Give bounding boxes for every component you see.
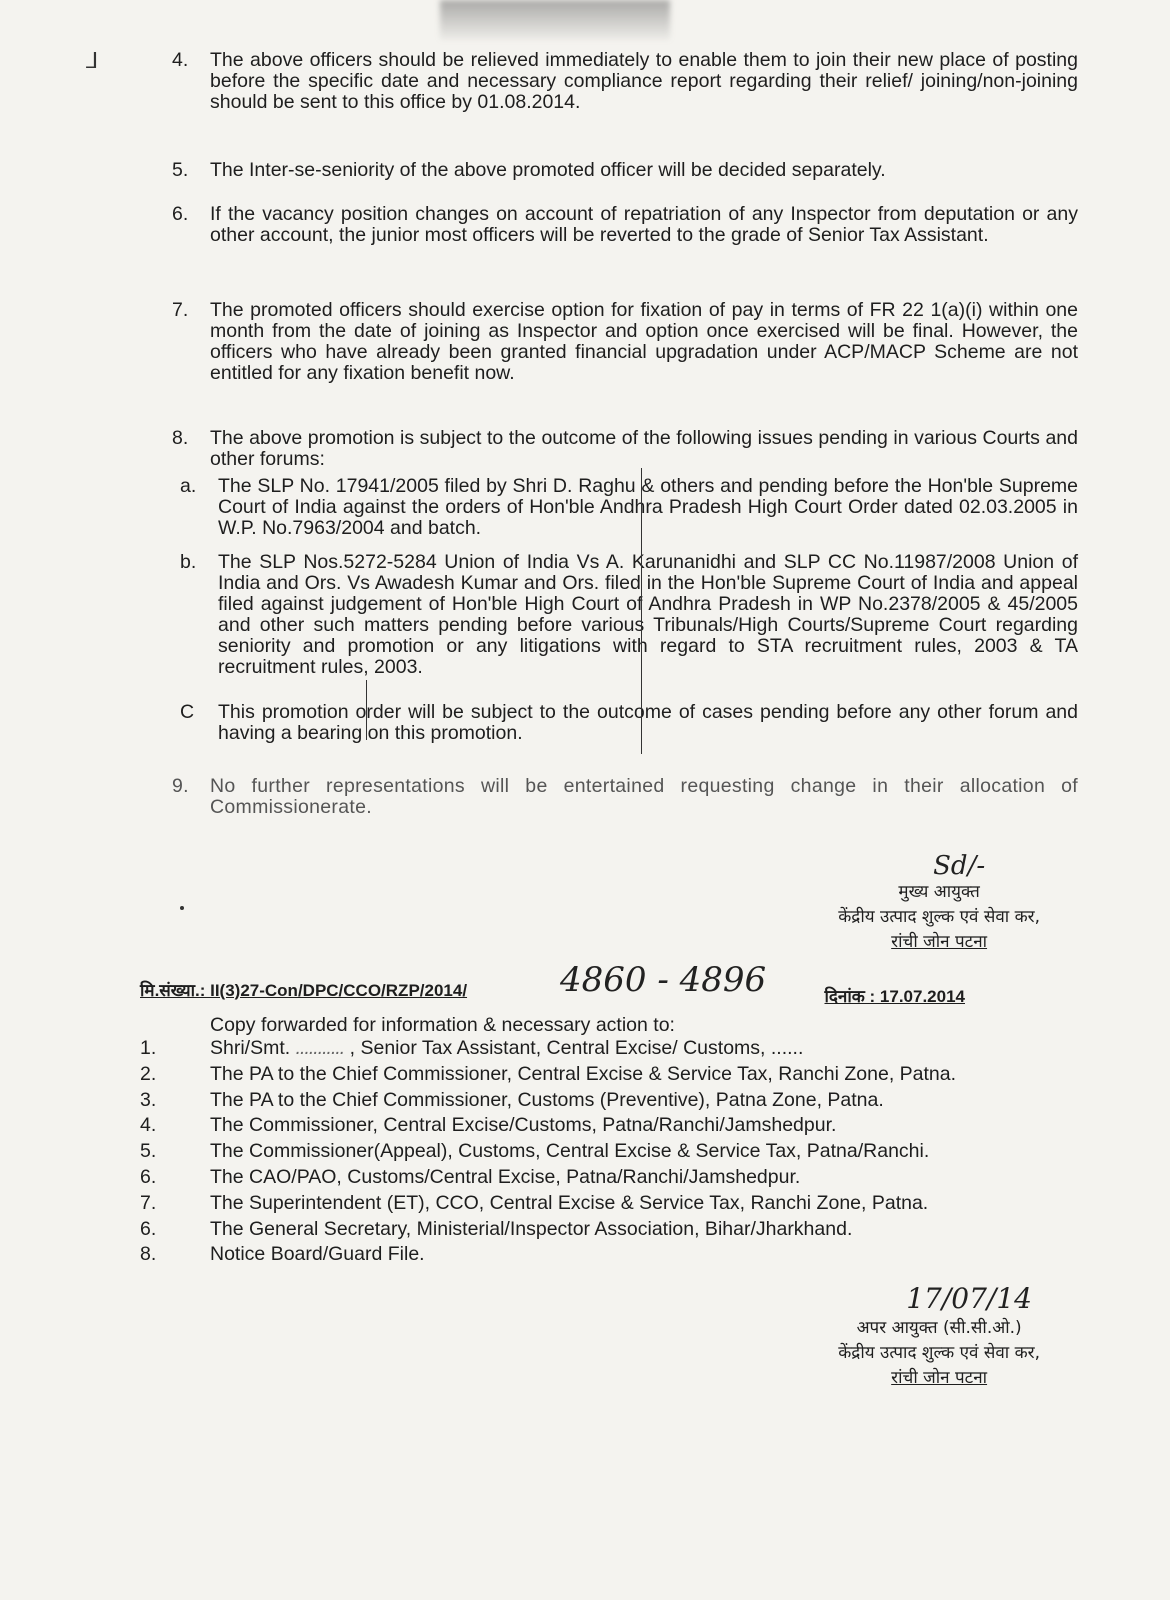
scan-dot [180,906,184,910]
list-item [140,1165,1040,1191]
sub-item-b [180,552,1078,678]
paragraph-7 [172,300,1078,384]
list-text: Notice Board/Guard File. [210,1243,425,1266]
paragraph-9 [172,776,1078,818]
list-item [140,1242,1040,1268]
list-item [140,1113,1040,1139]
list-number: 3. [140,1088,157,1111]
list-item [140,1036,1040,1062]
copy-distribution-list [140,1036,1040,1268]
list-text: The CAO/PAO, Customs/Central Excise, Patna/Ranchi/Jamshedpur. [210,1165,801,1188]
paragraph-text: The Inter-se-seniority of the above promoted officer will be decided separately. [210,159,886,181]
copy-forwarded-heading: Copy forwarded for information & necessary action to: [210,1014,675,1036]
list-item [140,1217,1040,1243]
paragraph-8 [172,428,1078,470]
list-text: The General Secretary, Ministerial/Inspector Association, Bihar/Jharkhand. [210,1217,853,1240]
designation-line: मुख्य आयुक्त [898,882,980,902]
list-number: 6. [140,1165,157,1188]
department-line: केंद्रीय उत्पाद शुल्क एवं सेवा कर, [838,1343,1040,1363]
list-item [140,1062,1040,1088]
list-item [140,1191,1040,1217]
list-text: The PA to the Chief Commissioner, Central Excise & Service Tax, Ranchi Zone, Patna. [210,1062,957,1085]
sub-item-label: C [180,701,195,723]
list-number: 6. [140,1217,157,1240]
redacted-name: ........... [295,1037,345,1059]
list-text: The PA to the Chief Commissioner, Customs (Preventive), Patna Zone, Patna. [210,1088,884,1111]
list-number: 8. [140,1243,157,1266]
scan-smudge [440,0,670,40]
file-number: मि.संख्या.: II(3)27-Con/DPC/CCO/RZP/2014/ [140,981,468,1000]
paragraph-number: 8. [172,427,189,449]
signature-block-chief-commissioner [838,852,1040,955]
sub-item-a [180,476,1078,539]
location-line: रांची जोन पटना [891,932,988,952]
paragraph-text: The promoted officers should exercise option for fixation of pay in terms of FR 22 1(a)(i) within one month from the date of joining as Inspector and option once exercised will be final. However, the officers who have already been granted financial upgradation under ACP/MACP Scheme are not entitled for any fixation benefit now. [210,299,1078,384]
sub-item-text: The SLP No. 17941/2005 filed by Shri D. Raghu & others and pending before the Hon'ble Supreme Court of India against the orders of Hon'ble Andhra Pradesh High Court Order dated 02.03.2005 in W.P. No.7963/2004 and batch. [218,475,1078,539]
sub-item-text: The SLP Nos.5272-5284 Union of India Vs A. Karunanidhi and SLP CC No.11987/2008 Union of India and Ors. Vs Awadesh Kumar and Ors. filed in the Hon'ble Supreme Court of India and appeal filed against judgement of Hon'ble High Court of Andhra Pradesh in WP No.2378/2005 & 45/2005 and other such matters pending before various Tribunals/High Courts/Supreme Court regarding seniority and promotion or any litigations with regard to STA recruitment rules, 2003 & TA recruitment rules, 2003. [218,551,1078,678]
reference-date: दिनांक : 17.07.2014 [824,987,965,1006]
handwritten-dispatch-number: 4860 - 4896 [560,960,767,1000]
list-number: 4. [140,1114,157,1137]
designation-line: अपर आयुक्त (सी.सी.ओ.) [856,1318,1022,1338]
location-line: रांची जोन पटना [891,1368,988,1388]
sub-item-label: b. [180,551,197,573]
paragraph-6 [172,204,1078,246]
sub-item-c [180,702,1078,744]
paragraph-5 [172,160,1078,181]
list-item [140,1139,1040,1165]
handwritten-signature-date: 17/07/14 [906,1282,1032,1315]
paragraph-text: No further representations will be entertained requesting change in their allocation of Commissionerate. [210,775,1078,818]
scan-artifact-line [641,468,642,754]
paragraph-number: 6. [172,203,189,225]
paragraph-number: 9. [172,775,189,797]
paragraph-text: The above promotion is subject to the outcome of the following issues pending in various Courts and other forums: [210,427,1078,470]
list-text: The Superintendent (ET), CCO, Central Excise & Service Tax, Ranchi Zone, Patna. [210,1191,929,1214]
department-line: केंद्रीय उत्पाद शुल्क एवं सेवा कर, [838,907,1040,927]
list-number: 5. [140,1140,157,1163]
recipient-suffix: , Senior Tax Assistant, Central Excise/ Customs, ...... [349,1037,804,1059]
list-text: The Commissioner(Appeal), Customs, Central Excise & Service Tax, Patna/Ranchi. [210,1140,930,1163]
margin-tick-mark: ⅃ [86,48,99,73]
recipient-prefix: Shri/Smt. [210,1037,291,1059]
list-number: 2. [140,1062,157,1085]
list-item [140,1088,1040,1114]
list-number: 7. [140,1191,157,1214]
paragraph-number: 5. [172,159,189,181]
sub-item-text: This promotion order will be subject to the outcome of cases pending before any other forum and having a bearing on this promotion. [218,701,1078,744]
paragraph-text: The above officers should be relieved immediately to enable them to join their new place of posting before the specific date and necessary compliance report regarding their relief/ joining/non-joining should be sent to this office by 01.08.2014. [210,49,1078,113]
list-text: The Commissioner, Central Excise/Customs, Patna/Ranchi/Jamshedpur. [210,1114,837,1137]
list-text [210,1036,803,1062]
sub-item-label: a. [180,475,197,497]
paragraph-number: 4. [172,49,189,71]
paragraph-number: 7. [172,299,189,321]
handwritten-initials: Sd/- [933,851,986,881]
list-number: 1. [140,1037,157,1059]
paragraph-text: If the vacancy position changes on account of repatriation of any Inspector from deputation or any other account, the junior most officers will be reverted to the grade of Senior Tax Assistant. [210,203,1078,246]
paragraph-4 [172,50,1078,113]
scan-artifact-line [366,680,367,740]
signature-block-additional-commissioner [838,1282,1040,1391]
